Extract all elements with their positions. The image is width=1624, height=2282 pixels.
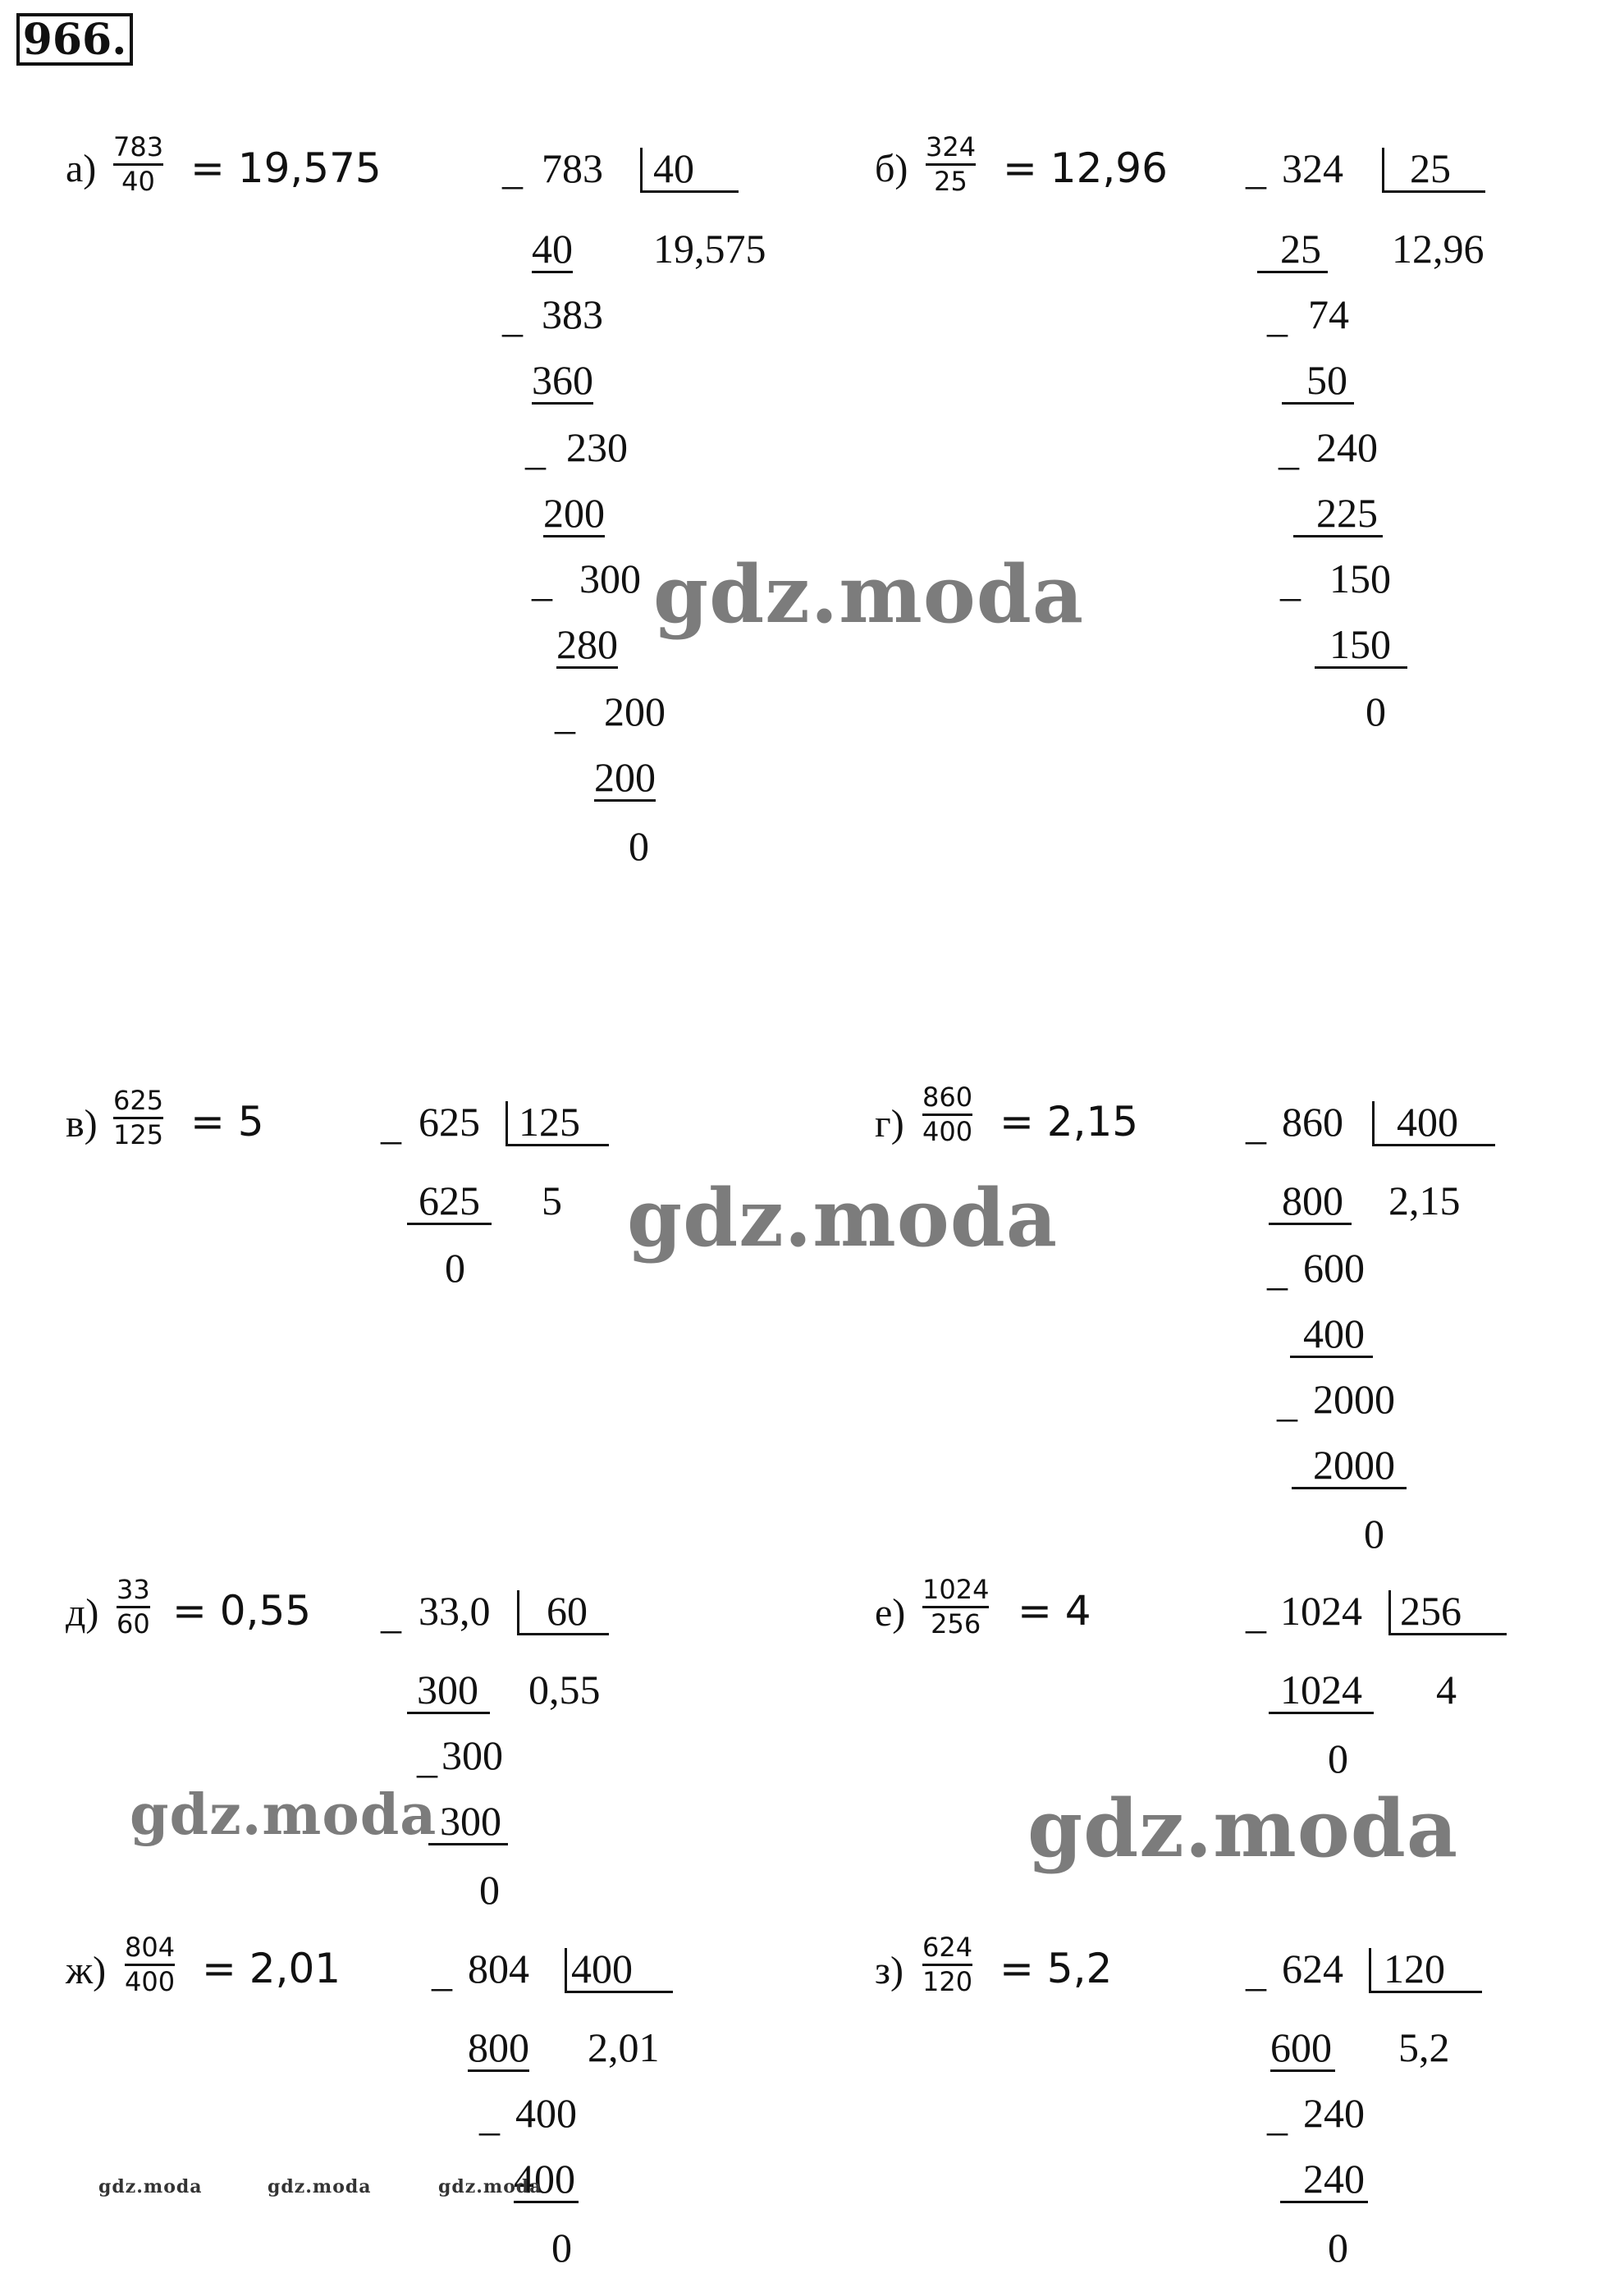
step-line: 600 (1303, 1245, 1365, 1291)
remainder: 0 (551, 2225, 572, 2271)
step-line: 400 (514, 2158, 579, 2203)
step-line: 200 (604, 688, 666, 734)
division-bar (517, 1590, 519, 1633)
step-line: 240 (1280, 2158, 1368, 2203)
dividend: 625 (419, 1099, 480, 1145)
divisor: 125 (519, 1099, 580, 1145)
minus-sign: _ (1279, 428, 1299, 473)
part-label: д) (66, 1591, 99, 1635)
watermark: gdz.moda (438, 2176, 542, 2197)
minus-sign: _ (502, 147, 523, 193)
numerator: 324 (926, 131, 977, 162)
quotient: 4 (1436, 1667, 1457, 1713)
watermark: gdz.moda (627, 1172, 1059, 1264)
watermark: gdz.moda (130, 1782, 437, 1848)
dividend: 804 (468, 1946, 529, 1992)
part-label: е) (875, 1591, 906, 1635)
divisor: 120 (1384, 1946, 1445, 1992)
quotient: 2,01 (588, 2024, 660, 2070)
step-line: 800 (468, 2024, 529, 2070)
step-line: 50 (1282, 359, 1354, 405)
division-bar (1388, 1590, 1391, 1633)
step-line: 2000 (1292, 1444, 1407, 1489)
dividend: 783 (542, 145, 603, 191)
part-label: з) (875, 1949, 903, 1992)
minus-sign: _ (432, 1949, 452, 1995)
remainder: 0 (1364, 1511, 1384, 1557)
result: = 2,01 (202, 1945, 341, 1992)
numerator: 783 (113, 131, 164, 162)
dividend: 324 (1282, 145, 1343, 191)
minus-sign: _ (381, 1102, 401, 1148)
step-line: 300 (428, 1800, 508, 1845)
step-line: 230 (566, 424, 628, 470)
fraction (922, 1575, 989, 1639)
division-bar (1382, 148, 1384, 190)
minus-sign: _ (1267, 1248, 1288, 1294)
result: = 12,96 (1003, 144, 1168, 192)
minus-sign: _ (1267, 2093, 1288, 2139)
minus-sign: _ (1246, 1591, 1266, 1637)
denominator: 125 (113, 1119, 164, 1151)
step-line: 800 (1269, 1180, 1352, 1225)
result: = 19,575 (190, 144, 382, 192)
step-line: 1024 (1269, 1669, 1374, 1714)
quotient: 0,55 (528, 1667, 601, 1713)
divisor: 25 (1410, 145, 1451, 191)
dividend: 1024 (1280, 1588, 1362, 1634)
fraction (113, 133, 163, 196)
division-bar (640, 148, 643, 190)
step-line: 200 (594, 754, 656, 800)
quotient: 2,15 (1388, 1178, 1461, 1223)
minus-sign: _ (1277, 1379, 1297, 1425)
step-line: 300 (441, 1732, 503, 1778)
step-line: 360 (532, 357, 593, 403)
remainder: 0 (1328, 2225, 1348, 2271)
numerator: 860 (922, 1082, 973, 1113)
minus-sign: _ (417, 1736, 437, 1781)
divisor: 40 (653, 145, 694, 191)
denominator: 40 (121, 166, 155, 198)
step-line: 25 (1257, 228, 1328, 273)
denominator: 120 (922, 1966, 973, 1998)
division-bar (1369, 1948, 1371, 1991)
minus-sign: _ (1267, 295, 1288, 341)
remainder: 0 (1328, 1736, 1348, 1781)
watermark: gdz.moda (98, 2176, 203, 2197)
step-line: 150 (1329, 556, 1391, 601)
denominator: 256 (931, 1608, 981, 1640)
fraction (922, 1083, 972, 1146)
remainder: 0 (629, 823, 649, 869)
problem-number: 966. (16, 13, 133, 66)
step-line: 74 (1308, 291, 1349, 337)
denominator: 400 (922, 1116, 973, 1148)
result: = 0,55 (172, 1587, 312, 1635)
part-label: г) (875, 1102, 904, 1146)
step-line: 400 (515, 2090, 577, 2136)
quotient: 5,2 (1398, 2024, 1450, 2070)
division-bar (1372, 1101, 1375, 1144)
step-line: 150 (1315, 624, 1407, 669)
minus-sign: _ (1246, 1102, 1266, 1148)
quotient: 5 (542, 1178, 562, 1223)
part-label: ж) (66, 1949, 107, 1992)
fraction (117, 1575, 150, 1639)
step-line: 400 (1290, 1313, 1373, 1358)
result: = 5,2 (1000, 1945, 1113, 1992)
divisor: 400 (1397, 1099, 1458, 1145)
step-line: 2000 (1313, 1376, 1395, 1422)
numerator: 624 (922, 1932, 973, 1963)
numerator: 625 (113, 1085, 164, 1116)
step-line: 383 (542, 291, 603, 337)
result: = 2,15 (1000, 1098, 1139, 1146)
step-line: 300 (579, 556, 641, 601)
result: = 5 (190, 1098, 264, 1146)
watermark: gdz.moda (1027, 1782, 1459, 1875)
quotient: 19,575 (653, 226, 766, 272)
remainder: 0 (445, 1245, 465, 1291)
divisor: 60 (547, 1588, 588, 1634)
part-label: а) (66, 147, 97, 190)
minus-sign: _ (1280, 559, 1301, 605)
minus-sign: _ (525, 428, 546, 473)
dividend: 624 (1282, 1946, 1343, 1992)
minus-sign: _ (532, 559, 552, 605)
minus-sign: _ (381, 1591, 401, 1637)
divisor: 256 (1400, 1588, 1462, 1634)
denominator: 60 (117, 1608, 150, 1640)
part-label: б) (875, 147, 908, 190)
step-line: 225 (1293, 492, 1383, 537)
step-line: 600 (1270, 2027, 1335, 2072)
numerator: 1024 (922, 1574, 990, 1605)
division-bar (565, 1948, 567, 1991)
result: = 4 (1018, 1587, 1091, 1635)
fraction (125, 1933, 175, 1996)
minus-sign: _ (502, 295, 523, 341)
fraction (113, 1086, 163, 1150)
numerator: 33 (117, 1574, 150, 1605)
remainder: 0 (1366, 688, 1386, 734)
remainder: 0 (479, 1867, 500, 1913)
minus-sign: _ (1246, 1949, 1266, 1995)
minus-sign: _ (479, 2093, 500, 2139)
numerator: 804 (125, 1932, 176, 1963)
denominator: 25 (934, 166, 968, 198)
step-line: 300 (407, 1669, 490, 1714)
watermark: gdz.moda (268, 2176, 372, 2197)
minus-sign: _ (1246, 147, 1266, 193)
step-line: 200 (543, 490, 605, 536)
dividend: 33,0 (419, 1588, 491, 1634)
denominator: 400 (125, 1966, 176, 1998)
step-line: 625 (407, 1180, 492, 1225)
fraction (922, 1933, 972, 1996)
step-line: 280 (556, 621, 618, 667)
quotient: 12,96 (1392, 226, 1484, 272)
division-bar (505, 1101, 508, 1144)
watermark: gdz.moda (653, 548, 1085, 641)
step-line: 40 (532, 226, 573, 272)
minus-sign: _ (555, 692, 575, 738)
step-line: 240 (1316, 424, 1378, 470)
divisor: 400 (571, 1946, 633, 1992)
dividend: 860 (1282, 1099, 1343, 1145)
step-line: 240 (1303, 2090, 1365, 2136)
fraction (926, 133, 976, 196)
part-label: в) (66, 1102, 98, 1146)
